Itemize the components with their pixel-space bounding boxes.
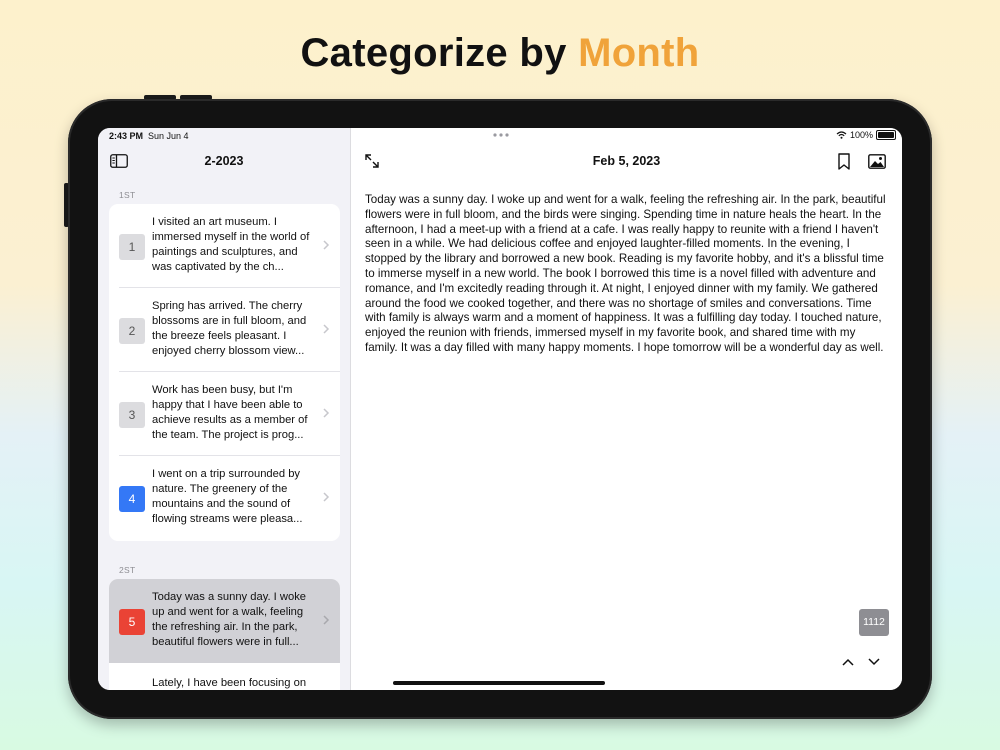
multitasking-dots-icon[interactable]	[493, 133, 509, 137]
status-time: 2:43 PM	[109, 131, 144, 141]
entry-row-selected[interactable]	[109, 579, 340, 663]
bookmark-icon[interactable]	[837, 153, 851, 170]
chevron-up-icon[interactable]	[841, 657, 855, 667]
home-indicator	[393, 681, 605, 685]
sidebar	[98, 128, 351, 690]
entry-preview: Spring has arrived. The cherry blossoms are in full bloom, and the breeze feels pleasant. I enjoyed cherry blossom view...	[152, 300, 307, 357]
section-label: 2ST	[119, 565, 136, 575]
entry-preview: I visited an art museum. I immersed myself in the world of paintings and sculptures, and was captivated by the ch...	[152, 216, 310, 273]
headline-prefix: Categorize by	[300, 31, 579, 75]
entry-row[interactable]	[109, 204, 340, 288]
entry-row[interactable]	[109, 456, 340, 540]
entry-number-badge: 3	[119, 402, 145, 428]
entry-number-badge: 4	[119, 486, 145, 512]
chevron-right-icon	[322, 238, 330, 252]
chevron-right-icon	[322, 406, 330, 420]
chevron-right-icon	[322, 322, 330, 336]
entry-group	[109, 204, 340, 541]
sidebar-title: 2-2023	[204, 154, 244, 168]
status-indicators	[836, 130, 896, 140]
character-count-badge: 1112	[859, 609, 889, 636]
section-label: 1ST	[119, 190, 136, 200]
chevron-right-icon	[322, 613, 330, 627]
entry-number-badge: 5	[119, 609, 145, 635]
entry-number-badge: 1	[119, 234, 145, 260]
detail-pane	[351, 128, 902, 690]
entry-row[interactable]	[109, 372, 340, 456]
chevron-right-icon	[322, 490, 330, 504]
entry-body-text[interactable]: Today was a sunny day. I woke up and went for a walk, feeling the refreshing air. In the park, beautiful flowers were in full bloom, and the birds were singing. Spending time in nature heals the heart. In the afternoon, I had a meet-up with a friend at a cafe. I was really happy to reunite with a friend I haven't seen in a while. We had delicious coffee and enjoyed laughter-filled moments. In the evening, I stopped by the library and borrowed a new book. Reading is my favorite hobby, and it's a blissful time to immerse myself in a new world. The book I borrowed this time is a novel filled with adventure and romance, and I'm excitedly reading through it. At night, I enjoyed dinner with my family. We gathered around the food we cooked together, and there was no shortage of smiles and conversations. Time with family is always warm and a moment of happiness. It was a fulfilling day today. I touched nature, enjoyed the reunion with friends, immersed myself in my favorite book, and shared time with my family. It was a day filled with many happy moments. I hope tomorrow will be a wonderful day as well.	[365, 193, 886, 354]
entry-number-badge: 2	[119, 318, 145, 344]
entry-preview: I went on a trip surrounded by nature. The greenery of the mountains and the sound of flowing streams were pleasa...	[152, 468, 303, 525]
battery-percent: 100%	[849, 130, 873, 140]
headline	[0, 31, 1000, 76]
wifi-icon	[836, 131, 847, 139]
entry-group	[109, 579, 340, 690]
entry-preview: Lately, I have been focusing on	[152, 677, 307, 689]
entry-row[interactable]	[109, 288, 340, 372]
entry-preview: Today was a sunny day. I woke up and went for a walk, feeling the refreshing air. In the park, beautiful flowers were in full...	[152, 591, 307, 648]
photo-icon[interactable]	[868, 154, 886, 169]
entry-date-title: Feb 5, 2023	[592, 154, 661, 168]
status-date: Sun Jun 4	[148, 131, 189, 141]
headline-accent: Month	[578, 31, 700, 75]
app-screen	[98, 128, 902, 690]
entry-preview: Work has been busy, but I'm happy that I have been able to achieve results as a member of the team. The project is prog...	[152, 384, 308, 441]
entry-row[interactable]	[109, 663, 340, 690]
battery-icon	[876, 130, 896, 140]
chevron-down-icon[interactable]	[867, 657, 881, 667]
